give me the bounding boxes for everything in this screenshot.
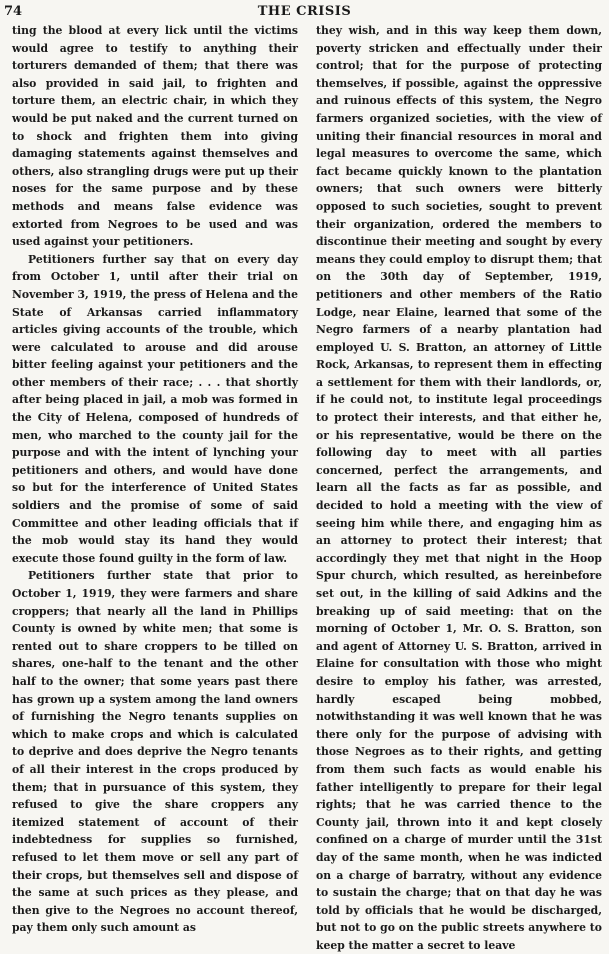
page-header [4, 4, 605, 24]
page-number: 74 [4, 4, 23, 19]
paragraph: Petitioners further say that on every day from October 1, until after their trial on November 3, 1919, the press of Helena and the State of Arkansas carried inflammatory articles giving accounts of the trouble, which were calculated to arouse and did arouse bitter feeling against your petitioners and the other members of their race; . . . that shortly after being placed in jail, a mob was formed in the City of Helena, composed of hundreds of men, who marched to the county jail for the purpose and with the intent of lynching your petitioners and others, and would have done so but for the interference of United States soldiers and the promise of some of said Committee and other leading officials that if the mob would stay its hand they would execute those found guilty in the form of law. [12, 252, 298, 565]
paragraph: they wish, and in this way keep them down, poverty stricken and effectually under their control; that for the purpose of protecting themselves, if possible, against the oppressive and ruinous effects of this system, the Negro farmers organized societies, with the view of uniting their financial resources in moral and legal measures to overcome the same, which fact became quickly known to the plantation owners; that such owners were bitterly opposed to such societies, sought to prevent their organization, ordered the members to discontinue their meeting and sought by every means they could employ to disrupt them; that on the 30th day of September, 1919, petitioners and other members of the Ratio Lodge, near Elaine, learned that some of the Negro farmers of a nearby plantation had employed U. S. Bratton, an attorney of Little Rock, Arkansas, to represent them in effecting a settlement for them with their landlords, or, if he could not, to institute legal proceedings to protect their interests, and that either he, or his representative, would be there on the following day to meet with all parties concerned, perfect the arrangements, and learn all the facts as far as possible, and decided to hold a meeting with the view of seeing him while there, and engaging him as an attorney to protect their interest; that accordingly they met that night in the Hoop Spur church, which resulted, as hereinbefore set out, in the killing of said Adkins and the breaking up of said meeting: that on the morning of October 1, Mr. O. S. Bratton, son and agent of Attorney U. S. Bratton, arrived in Elaine for consultation with those who might desire to employ his father, was arrested, hardly escaped being mobbed, notwithstanding it was well known that he was there only for the purpose of advising with those Negroes as to their rights, and getting from them such facts as would enable his father intelligently to prepare for their legal rights; that he was carried thence to the County jail, thrown into it and kept closely confined on a charge of murder until the 31st day of the same month, when he was indicted on a charge of barratry, without any evidence to sustain the charge; that on that day he was told by officials that he would be discharged, but not to go on the public streets anywhere to keep the matter a secret to leave [316, 24, 602, 952]
left-column [12, 22, 298, 942]
right-column [316, 22, 602, 952]
paragraph: Petitioners further state that prior to October 1, 1919, they were farmers and share croppers; that nearly all the land in Phillips County is owned by white men; that some is rented out to share croppers to be tilled on shares, one-half to the tenant and the other half to the owner; that some years past there has grown up a system among the land owners of furnishing the Negro tenants supplies on which to make crops and which is calculated to deprive and does deprive the Negro tenants of all their interest in the crops produced by them; that in pursuance of this system, they refused to give the share croppers any itemized statement of account of their indebtedness for supplies so furnished, refused to let them move or sell any part of their crops, but themselves sell and dispose of the same at such prices as they please, and then give to the Negroes no account thereof, pay them only such amount as [12, 569, 298, 935]
paragraph: ting the blood at every lick until the victims would agree to testify to anything their torturers demanded of them; that there was also provided in said jail, to frighten and torture them, an electric chair, in which they would be put naked and the current turned on to shock and frighten them into giving damaging statements against themselves and others, also strangling drugs were put up their noses for the same purpose and by these methods and means false evidence was extorted from Negroes to be used and was used against your petitioners. [12, 24, 298, 249]
running-title: THE CRISIS [257, 4, 352, 19]
